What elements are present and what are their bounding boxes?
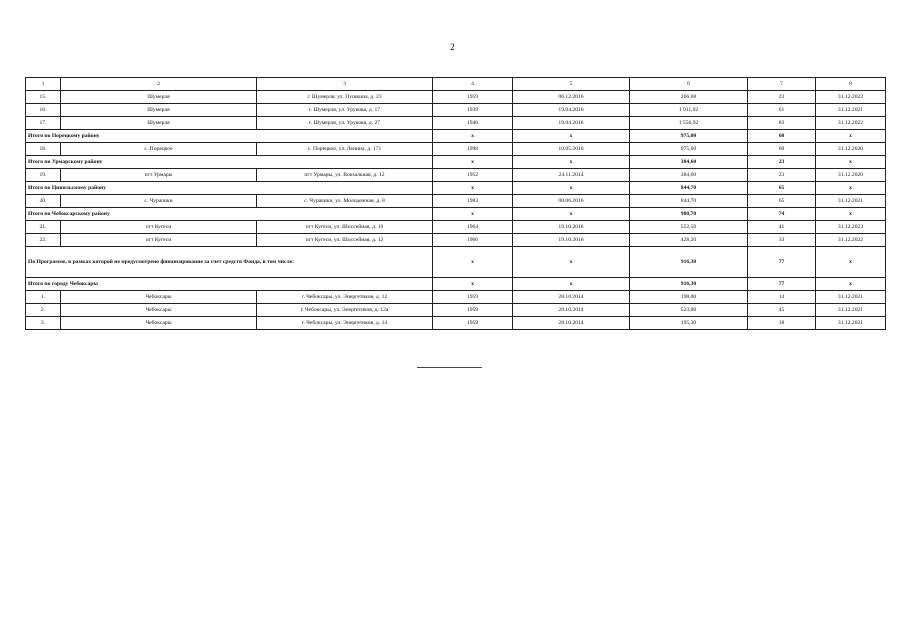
- table-cell: 844,70: [630, 195, 748, 208]
- summary-cell: 23: [748, 156, 816, 169]
- summary-cell: х: [433, 130, 513, 143]
- table-body: [26, 78, 886, 330]
- summary-cell: 60: [748, 130, 816, 143]
- table-cell: 24.11.2014: [513, 169, 630, 182]
- table-cell: 31.12.2021: [816, 291, 886, 304]
- header-cell: 5: [513, 78, 630, 91]
- summary-row: [26, 130, 886, 143]
- table-cell: 195,30: [630, 317, 748, 330]
- table-cell: пгт Урмары, ул. Вокзальная, д. 12: [257, 169, 433, 182]
- table-row: [26, 317, 886, 330]
- table-cell: 16.: [26, 104, 61, 117]
- table-cell: 1959: [433, 91, 513, 104]
- table-cell: 1.: [26, 291, 61, 304]
- table-cell: 3.: [26, 317, 61, 330]
- summary-cell: 916,30: [630, 278, 748, 291]
- table-cell: 1959: [433, 304, 513, 317]
- header-cell: 1: [26, 78, 61, 91]
- table-cell: 60: [748, 143, 816, 156]
- summary-row: [26, 156, 886, 169]
- summary-cell: 77: [748, 278, 816, 291]
- table-cell: 19.: [26, 169, 61, 182]
- summary-cell: х: [433, 156, 513, 169]
- table-cell: 975,00: [630, 143, 748, 156]
- table-cell: г. Шумерля, ул. Урукова, д. 27: [257, 117, 433, 130]
- summary-cell: х: [816, 130, 886, 143]
- table-cell: 1964: [433, 221, 513, 234]
- table-cell: 19.04.2016: [513, 117, 630, 130]
- summary-cell: х: [513, 278, 630, 291]
- table-row: [26, 117, 886, 130]
- table-cell: пгт Кугеси: [61, 234, 257, 247]
- summary-cell: х: [816, 182, 886, 195]
- table-cell: 28.10.2014: [513, 304, 630, 317]
- header-cell: 2: [61, 78, 257, 91]
- table-cell: с. Порецкое: [61, 143, 257, 156]
- table-row: [26, 169, 886, 182]
- header-cell: 7: [748, 78, 816, 91]
- table-cell: 17.: [26, 117, 61, 130]
- table-cell: 552,50: [630, 221, 748, 234]
- table-cell: 21.: [26, 221, 61, 234]
- table-cell: г. Шумерля, ул. Пушкина, д. 23: [257, 91, 433, 104]
- table-cell: г. Чебоксары, ул. Энергетиков, д. 14: [257, 317, 433, 330]
- table-cell: 65: [748, 195, 816, 208]
- summary-cell: х: [513, 130, 630, 143]
- table-cell: Чебоксары: [61, 291, 257, 304]
- table-cell: 18.: [26, 143, 61, 156]
- table-cell: г. Чебоксары, ул. Энергетиков, д. 12: [257, 291, 433, 304]
- table-cell: 1 556,92: [630, 117, 748, 130]
- table-cell: 18: [748, 317, 816, 330]
- table-cell: 28.10.2014: [513, 291, 630, 304]
- table-row: [26, 221, 886, 234]
- table-cell: Шумерля: [61, 91, 257, 104]
- summary-cell: х: [816, 247, 886, 278]
- summary-cell: х: [433, 208, 513, 221]
- table-cell: 1 011,02: [630, 104, 748, 117]
- table-cell: г. Чебоксары, ул. Энергетиков, д. 12а: [257, 304, 433, 317]
- table-cell: 1959: [433, 291, 513, 304]
- summary-row: [26, 182, 886, 195]
- table-cell: с. Чурачики: [61, 195, 257, 208]
- summary-label: Итого по Порецкому району: [26, 130, 433, 143]
- table-cell: г. Шумерля, ул. Урукова, д. 17: [257, 104, 433, 117]
- table-cell: пгт Кугеси, ул. Шоссейная, д. 12: [257, 234, 433, 247]
- table-cell: пгт Урмары: [61, 169, 257, 182]
- table-cell: Шумерля: [61, 104, 257, 117]
- summary-cell: 65: [748, 182, 816, 195]
- table-cell: пгт Кугеси: [61, 221, 257, 234]
- summary-label: По Программе, в рамках которой не предусмотрено финансирование за счет средств Фонда, в том числе:: [26, 247, 433, 278]
- table-cell: 1966: [433, 234, 513, 247]
- summary-cell: 980,70: [630, 208, 748, 221]
- table-cell: 198,00: [630, 291, 748, 304]
- table-cell: 41: [748, 221, 816, 234]
- table-cell: 23: [748, 91, 816, 104]
- table-cell: с. Чурачики, ул. Молодежная, д. 8: [257, 195, 433, 208]
- table-cell: 31.12.2021: [816, 317, 886, 330]
- table-cell: 14: [748, 291, 816, 304]
- summary-label: Итого по Чебоксарскому району: [26, 208, 433, 221]
- table-cell: 1952: [433, 169, 513, 182]
- summary-cell: х: [433, 278, 513, 291]
- table-cell: 1959: [433, 317, 513, 330]
- table-cell: 266,68: [630, 91, 748, 104]
- table-cell: 31.12.2022: [816, 91, 886, 104]
- table-row: [26, 304, 886, 317]
- table-cell: 31.12.2022: [816, 117, 886, 130]
- table-cell: 23: [748, 169, 816, 182]
- table-cell: 19.10.2016: [513, 234, 630, 247]
- table-cell: 19.04.2016: [513, 104, 630, 117]
- table-cell: 83: [748, 117, 816, 130]
- table-cell: 08.06.2016: [513, 195, 630, 208]
- table-cell: Шумерля: [61, 117, 257, 130]
- header-cell: 3: [257, 78, 433, 91]
- table-cell: 31.12.2022: [816, 234, 886, 247]
- header-row: [26, 78, 886, 91]
- table-cell: 1946: [433, 117, 513, 130]
- table-cell: Чебоксары: [61, 304, 257, 317]
- table-cell: 22.: [26, 234, 61, 247]
- summary-cell: х: [513, 156, 630, 169]
- closing-rule: [417, 367, 482, 368]
- table-cell: 61: [748, 104, 816, 117]
- summary-cell: 916,30: [630, 247, 748, 278]
- summary-row: [26, 247, 886, 278]
- summary-row: [26, 208, 886, 221]
- table-cell: 33: [748, 234, 816, 247]
- summary-cell: х: [433, 247, 513, 278]
- table-cell: 2.: [26, 304, 61, 317]
- table-row: [26, 291, 886, 304]
- table-cell: 31.12.2020: [816, 169, 886, 182]
- table-cell: 31.12.2021: [816, 104, 886, 117]
- table-cell: 31.12.2021: [816, 304, 886, 317]
- table-cell: 1983: [433, 195, 513, 208]
- table-row: [26, 143, 886, 156]
- table-cell: Чебоксары: [61, 317, 257, 330]
- summary-cell: 384,60: [630, 156, 748, 169]
- summary-row: [26, 278, 886, 291]
- summary-cell: х: [513, 247, 630, 278]
- table-cell: 384,60: [630, 169, 748, 182]
- table-cell: 1939: [433, 104, 513, 117]
- summary-label: Итого по Цивильскому району: [26, 182, 433, 195]
- housing-table: [25, 77, 886, 330]
- table-row: [26, 104, 886, 117]
- table-cell: пгт Кугеси, ул. Шоссейная, д. 10: [257, 221, 433, 234]
- summary-cell: х: [513, 208, 630, 221]
- summary-label: Итого по Урмарскому району: [26, 156, 433, 169]
- summary-cell: х: [816, 208, 886, 221]
- header-cell: 6: [630, 78, 748, 91]
- summary-label: Итого по городу Чебоксары: [26, 278, 433, 291]
- table-row: [26, 234, 886, 247]
- table-cell: 31.12.2023: [816, 221, 886, 234]
- table-cell: 20.: [26, 195, 61, 208]
- table-cell: 28.10.2014: [513, 317, 630, 330]
- table-cell: 15.: [26, 91, 61, 104]
- summary-cell: 844,70: [630, 182, 748, 195]
- summary-cell: х: [513, 182, 630, 195]
- table-cell: с. Порецкое, ул. Ленина, д. 171: [257, 143, 433, 156]
- table-cell: 45: [748, 304, 816, 317]
- table-cell: 31.12.2021: [816, 195, 886, 208]
- table-cell: 06.12.2016: [513, 91, 630, 104]
- table-row: [26, 195, 886, 208]
- header-cell: 4: [433, 78, 513, 91]
- summary-cell: х: [816, 278, 886, 291]
- summary-cell: 77: [748, 247, 816, 278]
- table-cell: 31.12.2020: [816, 143, 886, 156]
- page-number: 2: [450, 42, 455, 52]
- summary-cell: х: [816, 156, 886, 169]
- table-cell: 428,20: [630, 234, 748, 247]
- summary-cell: х: [433, 182, 513, 195]
- summary-cell: 975,00: [630, 130, 748, 143]
- summary-cell: 74: [748, 208, 816, 221]
- table-cell: 19.10.2016: [513, 221, 630, 234]
- header-cell: 8: [816, 78, 886, 91]
- table-cell: 1998: [433, 143, 513, 156]
- table-cell: 10.05.2016: [513, 143, 630, 156]
- table-cell: 523,00: [630, 304, 748, 317]
- table-row: [26, 91, 886, 104]
